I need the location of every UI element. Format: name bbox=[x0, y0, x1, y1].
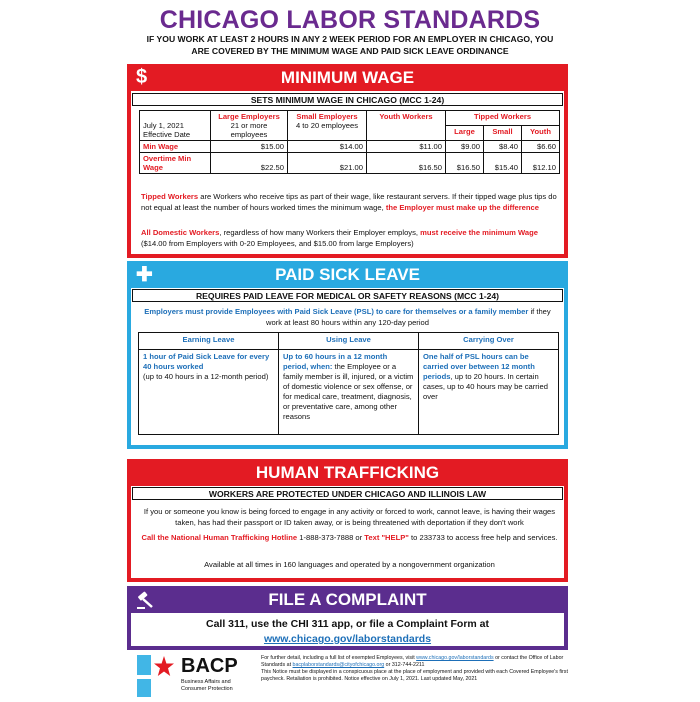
human-trafficking-section bbox=[127, 459, 568, 582]
trafficking-description: If you or someone you know is being forced to engage in any activity or forced to work, cannot leave, is having their wages taken, has had their passport or ID taken away, or is being threatened with deportation if they don't work bbox=[143, 507, 556, 527]
page-subtitle bbox=[110, 34, 590, 57]
paid-sick-leave-header bbox=[127, 261, 568, 288]
effective-date-cell: July 1, 2021 Effective Date bbox=[140, 111, 211, 141]
paid-sick-leave-table bbox=[138, 332, 559, 435]
bacp-logo bbox=[137, 653, 247, 697]
footer-email-link[interactable]: bacplaborstandards@cityofchicago.org bbox=[292, 662, 385, 668]
table-cell: $22.50 bbox=[211, 153, 288, 174]
minimum-wage-table bbox=[139, 110, 560, 174]
table-row bbox=[140, 141, 560, 153]
tipped-workers-header: Tipped Workers bbox=[446, 111, 560, 126]
using-leave-cell: Up to 60 hours in a 12 month period, when: the Employee or a family member is ill, injured, or a victim of domestic violence or sex offense, or for medical care, treatment, diagnosis, or preventative care, among other reasons bbox=[279, 350, 419, 435]
minimum-wage-header bbox=[127, 64, 568, 91]
row-label: Min Wage bbox=[140, 141, 211, 153]
minimum-wage-title: MINIMUM WAGE bbox=[280, 67, 415, 87]
paid-sick-leave-title: PAID SICK LEAVE bbox=[275, 264, 420, 284]
table-cell: $21.00 bbox=[288, 153, 367, 174]
table-cell: $16.50 bbox=[367, 153, 446, 174]
table-cell: $15.00 bbox=[211, 141, 288, 153]
paid-sick-leave-subtitle: REQUIRES PAID LEAVE FOR MEDICAL OR SAFETY REASONS (MCC 1-24) bbox=[132, 289, 563, 302]
footer-notice: For further detail, including a full list of exempted Employees, visit www.chicago.gov/laborstandards or contact the Office of Labor Standards at bacplaborstandards@cityofchicago.org or 312-744-2211 This Notice must be displayed in a conspicuous place at the place of employment and provided with each Covered Employee's first paycheck. Retaliation is prohibited. Notice effective on July 1, 2021. Last updated May, 2021 bbox=[261, 655, 568, 682]
subtitle-line-2: ARE COVERED BY THE MINIMUM WAGE AND PAID SICK LEAVE ORDINANCE bbox=[191, 45, 509, 56]
labor-standards-link[interactable]: www.chicago.gov/laborstandards bbox=[263, 633, 432, 645]
medical-cross-icon: ✚ bbox=[136, 264, 153, 286]
file-complaint-header bbox=[127, 586, 568, 613]
tipped-large-header: Large bbox=[446, 126, 484, 141]
table-cell: $9.00 bbox=[446, 141, 484, 153]
table-row bbox=[140, 111, 560, 126]
table-row bbox=[139, 333, 559, 350]
footer-website-link[interactable]: www.chicago.gov/laborstandards bbox=[416, 655, 494, 661]
earning-leave-header: Earning Leave bbox=[139, 333, 279, 350]
page-title: CHICAGO LABOR STANDARDS bbox=[159, 6, 541, 34]
large-employers-header: Large Employers 21 or more employees bbox=[211, 111, 288, 141]
table-cell: $12.10 bbox=[522, 153, 560, 174]
using-leave-header: Using Leave bbox=[279, 333, 419, 350]
table-cell: $11.00 bbox=[367, 141, 446, 153]
trafficking-availability: Available at all times in 160 languages and operated by a nongovernment organization bbox=[204, 560, 495, 569]
bacp-logo-subtext: Business Affairs and Consumer Protection bbox=[181, 679, 233, 692]
paid-sick-leave-intro: Employers must provide Employees with Paid Sick Leave (PSL) to care for themselves or a family member if they work at least 80 hours within any 120-day period bbox=[144, 307, 551, 327]
earning-leave-cell: 1 hour of Paid Sick Leave for every 40 hours worked (up to 40 hours in a 12-month period) bbox=[139, 350, 279, 435]
carrying-over-cell: One half of PSL hours can be carried over between 12 month periods, up to 20 hours. In certain cases, up to 40 hours may be carried over bbox=[419, 350, 559, 435]
human-trafficking-subtitle: WORKERS ARE PROTECTED UNDER CHICAGO AND ILLINOIS LAW bbox=[132, 487, 563, 500]
youth-workers-header: Youth Workers bbox=[367, 111, 446, 141]
file-complaint-section bbox=[127, 586, 568, 650]
subtitle-line-1: IF YOU WORK AT LEAST 2 HOURS IN ANY 2 WEEK PERIOD FOR AN EMPLOYER IN CHICAGO, YOU bbox=[146, 34, 554, 44]
complaint-instructions: Call 311, use the CHI 311 app, or file a Complaint Form at bbox=[206, 618, 489, 630]
dollar-icon: $ bbox=[136, 66, 148, 88]
domestic-workers-note: All Domestic Workers, regardless of how many Workers their Employer employs, must receive the minimum Wage ($14.00 from Employers with 0-20 Employees, and $15.00 from large Employers) bbox=[141, 228, 538, 248]
tipped-workers-note: Tipped Workers are Workers who receive tips as part of their wage, like restaurant servers. If their tipped wage plus tips do not equal at least the number of hours worked times the minimum wage, the Employer must make up the difference bbox=[141, 192, 557, 212]
file-complaint-title: FILE A COMPLAINT bbox=[268, 589, 427, 609]
row-label: Overtime Min Wage bbox=[140, 153, 211, 174]
table-cell: $8.40 bbox=[484, 141, 522, 153]
trafficking-hotline: Call the National Human Trafficking Hotline 1-888-373-7888 or Text "HELP" to 233733 to access free help and services. bbox=[141, 533, 558, 542]
table-cell: $14.00 bbox=[288, 141, 367, 153]
table-row bbox=[140, 153, 560, 174]
human-trafficking-header: HUMAN TRAFFICKING bbox=[127, 459, 568, 486]
minimum-wage-section bbox=[127, 64, 568, 258]
table-row bbox=[139, 350, 559, 435]
bacp-logo-text: BACP bbox=[181, 655, 238, 677]
tipped-small-header: Small bbox=[484, 126, 522, 141]
small-employers-header: Small Employers 4 to 20 employees bbox=[288, 111, 367, 141]
complaint-link-line bbox=[131, 633, 564, 645]
gavel-icon bbox=[136, 586, 156, 613]
table-cell: $6.60 bbox=[522, 141, 560, 153]
tipped-youth-header: Youth bbox=[522, 126, 560, 141]
carrying-over-header: Carrying Over bbox=[419, 333, 559, 350]
table-cell: $16.50 bbox=[446, 153, 484, 174]
minimum-wage-subtitle: SETS MINIMUM WAGE IN CHICAGO (MCC 1-24) bbox=[132, 93, 563, 106]
table-cell: $15.40 bbox=[484, 153, 522, 174]
paid-sick-leave-section bbox=[127, 261, 568, 449]
